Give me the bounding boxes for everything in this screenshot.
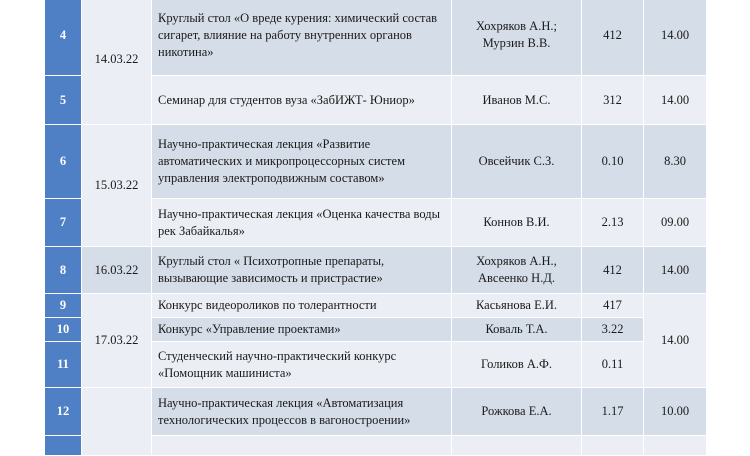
event-cell: Научно-практическая лекция «Автоматизация технологических процессов в вагоностроении»: [152, 388, 452, 436]
table-row: [45, 0, 707, 76]
person-name: Овсейчик С.З.: [478, 154, 555, 168]
row-number: 4: [45, 0, 82, 76]
event-cell: Круглый стол «О вреде курения: химический состав сигарет, влияние на работу внутренних органов никотина»: [152, 0, 452, 76]
person-cell: [452, 199, 582, 247]
room-cell: [582, 436, 644, 456]
person-name: Мурзин В.В.: [482, 36, 551, 50]
date-cell: 14.03.22: [82, 0, 152, 125]
room-cell: 0.11: [582, 342, 644, 388]
table-row: [45, 247, 707, 294]
schedule-table: [44, 0, 707, 456]
time-cell: [644, 436, 707, 456]
person-name: Коннов В.И.: [483, 215, 550, 229]
person-cell: [452, 388, 582, 436]
person-name: Хохряков А.Н.;: [476, 19, 557, 33]
person-name: Голиков А.Ф.: [480, 357, 552, 371]
person-cell: [452, 76, 582, 125]
person-name: Рожкова Е.А.: [481, 404, 552, 418]
person-cell: [452, 342, 582, 388]
time-cell: 09.00: [644, 199, 707, 247]
row-number: 8: [45, 247, 82, 294]
person-cell: [452, 318, 582, 342]
room-cell: 412: [582, 247, 644, 294]
person-cell: [452, 125, 582, 199]
table-row: [45, 294, 707, 318]
row-number: 6: [45, 125, 82, 199]
date-cell: 15.03.22: [82, 125, 152, 247]
time-cell: 14.00: [644, 294, 707, 388]
table-row: [45, 125, 707, 199]
room-cell: 2.13: [582, 199, 644, 247]
room-cell: 417: [582, 294, 644, 318]
time-cell: 8.30: [644, 125, 707, 199]
time-cell: 10.00: [644, 388, 707, 436]
person-name: Коваль Т.А.: [485, 322, 548, 336]
room-cell: 0.10: [582, 125, 644, 199]
date-cell: [82, 388, 152, 456]
person-name: Хохряков А.Н.,: [476, 254, 557, 268]
person-cell: [452, 247, 582, 294]
row-number: 7: [45, 199, 82, 247]
event-cell: Научно-практическая лекция «Оценка качества воды рек Забайкалья»: [152, 199, 452, 247]
person-name: Иванов М.С.: [482, 92, 551, 107]
person-cell: [452, 436, 582, 456]
person-name: Авсеенко Н.Д.: [478, 271, 555, 285]
event-cell: Научно-практическая лекция «Развитие автоматических и микропроцессорных систем управления электроподвижным составом»: [152, 125, 452, 199]
event-cell: [152, 436, 452, 456]
time-cell: 14.00: [644, 76, 707, 125]
date-cell: 16.03.22: [82, 247, 152, 294]
event-cell: Конкурс «Управление проектами»: [152, 318, 452, 342]
event-cell: Семинар для студентов вуза «ЗабИЖТ- Юниор»: [152, 76, 452, 125]
room-cell: 312: [582, 76, 644, 125]
time-cell: 14.00: [644, 247, 707, 294]
event-cell: Конкурс видеороликов по толерантности: [152, 294, 452, 318]
person-name: Касьянова Е.И.: [476, 298, 557, 312]
room-cell: 3.22: [582, 318, 644, 342]
row-number: [45, 436, 82, 456]
row-number: 11: [45, 342, 82, 388]
row-number: 10: [45, 318, 82, 342]
time-cell: 14.00: [644, 0, 707, 76]
person-cell: [452, 294, 582, 318]
room-cell: 412: [582, 0, 644, 76]
person-cell: [452, 0, 582, 76]
table-row: [45, 388, 707, 436]
row-number: 5: [45, 76, 82, 125]
event-cell: Круглый стол « Психотропные препараты, вызывающие зависимость и пристрастие»: [152, 247, 452, 294]
row-number: 9: [45, 294, 82, 318]
room-cell: 1.17: [582, 388, 644, 436]
date-cell: 17.03.22: [82, 294, 152, 388]
row-number: 12: [45, 388, 82, 436]
event-cell: Студенческий научно-практический конкурс «Помощник машиниста»: [152, 342, 452, 388]
